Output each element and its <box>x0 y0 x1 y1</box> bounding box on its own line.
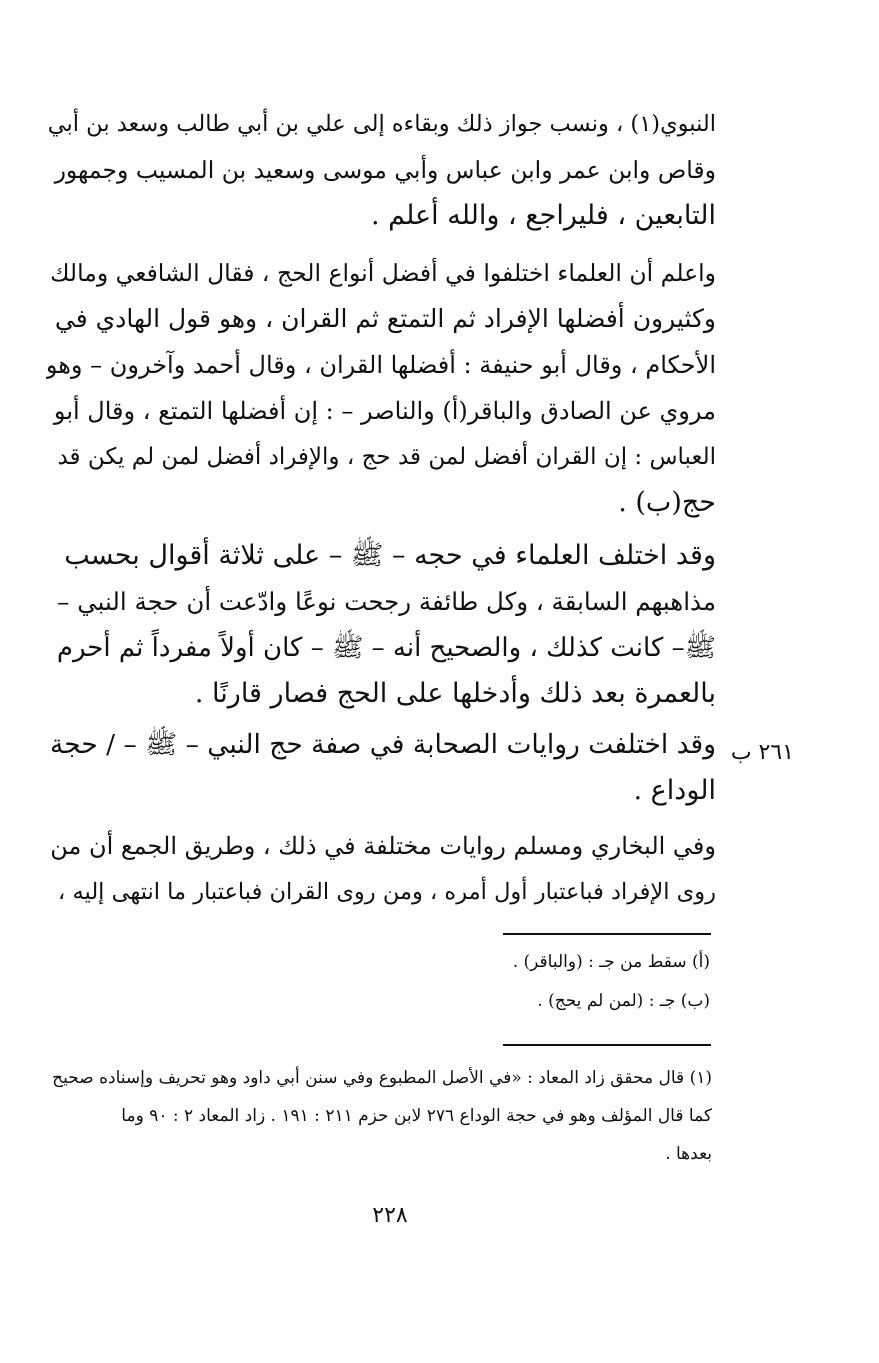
text-line: ﷺ– كانت كذلك ، والصحيح أنه – ﷺ – كان أولاً مفرداً ثم أحرم <box>56 633 716 663</box>
variant-note-a: (أ) سقط من جـ : (والباقر) . <box>512 952 710 972</box>
text-line: واعلم أن العلماء اختلفوا في أفضل أنواع الحج ، فقال الشافعي ومالك <box>50 259 716 287</box>
text-line: التابعين ، فليراجع ، والله أعلم . <box>370 200 716 231</box>
paragraph-5 <box>46 823 716 915</box>
footnote-line: (١) قال محقق زاد المعاد : «في الأصل المطبوع وفي سنن أبي داود وهو تحريف وإسناده صحيح <box>52 1068 712 1088</box>
paragraph-3 <box>46 533 716 717</box>
paragraph-2 <box>46 250 716 526</box>
text-line: بالعمرة بعد ذلك وأدخلها على الحج فصار قارنًا . <box>194 678 716 709</box>
paragraph-1 <box>46 101 716 239</box>
text-line: النبوي(١) ، ونسب جواز ذلك وبقاءه إلى علي بن أبي طالب وسعد بن أبي <box>47 111 716 137</box>
text-line: وكثيرون أفضلها الإفراد ثم التمتع ثم القران ، وهو قول الهادي في <box>54 304 716 333</box>
page-number: ٢٢٨ <box>372 1203 408 1228</box>
footnotes-rule <box>503 1044 711 1046</box>
text-line: حج(ب) . <box>618 487 716 518</box>
text-line: وقد اختلف العلماء في حجه – ﷺ – على ثلاثة أقوال بحسب <box>64 540 716 571</box>
text-line: الأحكام ، وقال أبو حنيفة : أفضلها القران ، وقال أحمد وآخرون – وهو <box>46 351 716 379</box>
footnote-line: كما قال المؤلف وهو في حجة الوداع ٢٧٦ لابن حزم ٢١١ : ١٩١ . زاد المعاد ٢ : ٩٠ وما <box>121 1106 712 1126</box>
text-line: مذاهبهم السابقة ، وكل طائفة رجحت نوعًا وادّعت أن حجة النبي – <box>57 587 716 616</box>
text-line: العباس : إن القران أفضل لمن قد حج ، والإفراد أفضل لمن لم يكن قد <box>57 444 716 470</box>
variant-notes-rule <box>503 933 711 935</box>
text-line: وقاص وابن عمر وابن عباس وأبي موسى وسعيد بن المسيب وجمهور <box>54 156 716 184</box>
text-line: الوداع . <box>633 775 716 806</box>
text-line: مروي عن الصادق والباقر(أ) والناصر – : إن أفضلها التمتع ، وقال أبو <box>53 397 716 425</box>
text-line: وقد اختلفت روايات الصحابة في صفة حج النبي – ﷺ – / حجة <box>50 729 716 760</box>
paragraph-4 <box>46 722 716 814</box>
text-line: وفي البخاري ومسلم روايات مختلفة في ذلك ، وطريق الجمع أن من <box>50 832 716 860</box>
footnote-line: بعدها . <box>665 1144 712 1164</box>
margin-folio-note: ٢٦١ ب <box>730 740 794 765</box>
text-line: روى الإفراد فباعتبار أول أمره ، ومن روى القران فباعتبار ما انتهى إليه ، <box>58 879 716 905</box>
variant-note-b: (ب) جـ : (لمن لم يحج) . <box>537 991 710 1011</box>
